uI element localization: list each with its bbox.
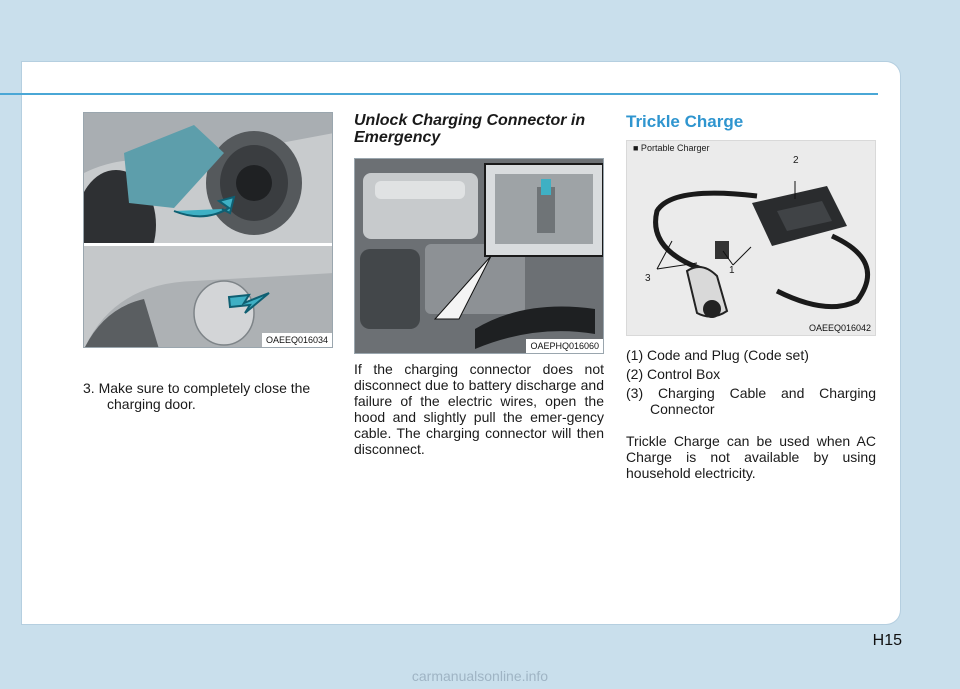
component-list <box>626 347 876 417</box>
charging-door-figure <box>83 112 333 348</box>
engine-bay-figure <box>354 158 604 354</box>
list-item: (1) Code and Plug (Code set) <box>626 347 809 363</box>
column-emergency-unlock <box>354 112 604 457</box>
figure-code: OAEEQ016042 <box>808 323 871 333</box>
left-margin <box>0 62 22 624</box>
engine-bay-illustration <box>355 159 604 354</box>
step-close-door: 3. Make sure to completely close the charging door. <box>83 380 311 412</box>
list-item: (3) Charging Cable and Charging Connector <box>626 385 876 417</box>
section-heading: Unlock Charging Connector in Emergency <box>354 112 586 146</box>
list-item: (2) Control Box <box>626 366 721 382</box>
column-trickle-charge <box>626 112 876 481</box>
portable-charger-figure <box>626 140 876 336</box>
portable-charger-illustration <box>627 141 876 336</box>
figure-code: OAEPHQ016060 <box>526 339 603 353</box>
emergency-paragraph: If the charging connector does not disconnect due to battery discharge and failure of the electric wires, open the hood and slightly pull the emer-gency cable. The charging connector will then disconnect. <box>354 361 604 457</box>
column-close-door <box>83 112 333 415</box>
watermark: carmanualsonline.info <box>411 668 549 684</box>
charging-door-illustration <box>84 113 333 348</box>
callout-1: 1 <box>729 265 735 276</box>
page-number: H15 <box>872 632 902 649</box>
figure-code: OAEEQ016034 <box>262 333 332 347</box>
header-rule <box>0 93 878 95</box>
callout-3: 3 <box>645 273 651 284</box>
callout-2: 2 <box>793 155 799 166</box>
figure-caption: ■ Portable Charger <box>633 143 710 153</box>
trickle-paragraph: Trickle Charge can be used when AC Charge is not available by using household electricity. <box>626 433 876 481</box>
section-heading: Trickle Charge <box>626 112 744 131</box>
